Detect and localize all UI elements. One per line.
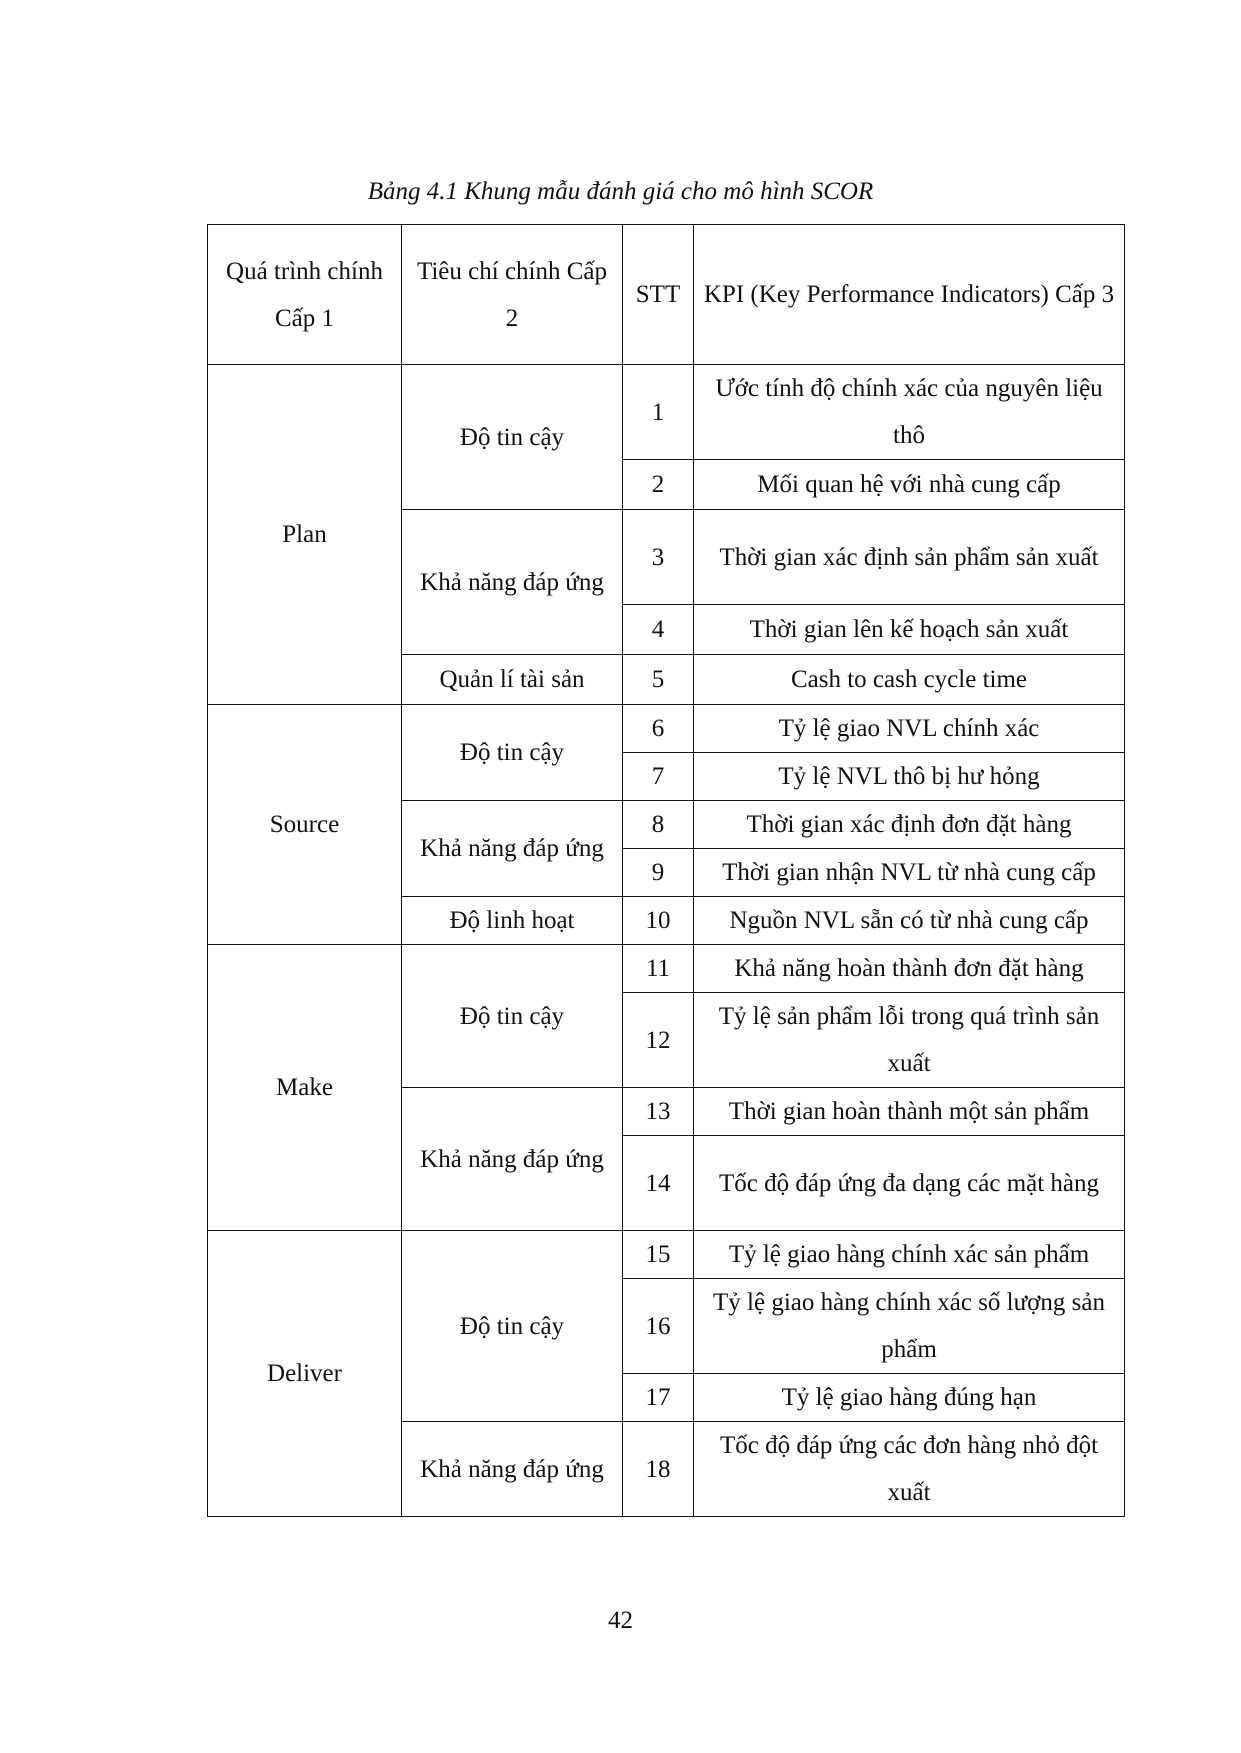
- table-row: [208, 705, 1125, 753]
- page-number: 42: [608, 1607, 633, 1634]
- process-cell: Source: [208, 705, 402, 945]
- kpi-cell: Mối quan hệ với nhà cung cấp: [694, 460, 1125, 510]
- process-cell: Make: [208, 945, 402, 1231]
- stt-cell: 12: [623, 993, 694, 1088]
- kpi-cell: Tỷ lệ giao NVL chính xác: [694, 705, 1125, 753]
- kpi-cell: Cash to cash cycle time: [694, 655, 1125, 705]
- stt-cell: 8: [623, 801, 694, 849]
- stt-cell: 6: [623, 705, 694, 753]
- stt-cell: 7: [623, 753, 694, 801]
- stt-cell: 14: [623, 1136, 694, 1231]
- stt-cell: 4: [623, 605, 694, 655]
- stt-cell: 1: [623, 365, 694, 460]
- stt-cell: 5: [623, 655, 694, 705]
- kpi-cell: Thời gian hoàn thành một sản phẩm: [694, 1088, 1125, 1136]
- stt-cell: 13: [623, 1088, 694, 1136]
- process-cell: Plan: [208, 365, 402, 705]
- stt-cell: 11: [623, 945, 694, 993]
- criteria-cell: Quản lí tài sản: [402, 655, 623, 705]
- kpi-cell: Tỷ lệ NVL thô bị hư hỏng: [694, 753, 1125, 801]
- stt-cell: 16: [623, 1279, 694, 1374]
- stt-cell: 3: [623, 510, 694, 605]
- table-caption: Bảng 4.1 Khung mẫu đánh giá cho mô hình SCOR: [367, 178, 874, 205]
- kpi-cell: Tỷ lệ sản phẩm lỗi trong quá trình sản xuất: [694, 993, 1125, 1088]
- criteria-cell: Khả năng đáp ứng: [402, 510, 623, 655]
- table-header-row: [208, 225, 1125, 365]
- header-process-level-1: Quá trình chính Cấp 1: [208, 225, 402, 365]
- criteria-cell: Độ tin cậy: [402, 365, 623, 510]
- stt-cell: 15: [623, 1231, 694, 1279]
- kpi-cell: Thời gian lên kế hoạch sản xuất: [694, 605, 1125, 655]
- criteria-cell: Độ tin cậy: [402, 945, 623, 1088]
- kpi-cell: Ước tính độ chính xác của nguyên liệu thô: [694, 365, 1125, 460]
- header-criteria-level-2: Tiêu chí chính Cấp 2: [402, 225, 623, 365]
- kpi-cell: Khả năng hoàn thành đơn đặt hàng: [694, 945, 1125, 993]
- stt-cell: 17: [623, 1374, 694, 1422]
- kpi-cell: Thời gian nhận NVL từ nhà cung cấp: [694, 849, 1125, 897]
- criteria-cell: Độ tin cậy: [402, 705, 623, 801]
- kpi-cell: Tỷ lệ giao hàng đúng hạn: [694, 1374, 1125, 1422]
- scor-evaluation-table: [207, 224, 1125, 1517]
- kpi-cell: Tốc độ đáp ứng đa dạng các mặt hàng: [694, 1136, 1125, 1231]
- kpi-cell: Thời gian xác định sản phẩm sản xuất: [694, 510, 1125, 605]
- criteria-cell: Độ tin cậy: [402, 1231, 623, 1422]
- header-stt: STT: [623, 225, 694, 365]
- kpi-cell: Nguồn NVL sẵn có từ nhà cung cấp: [694, 897, 1125, 945]
- table-row: [208, 365, 1125, 460]
- kpi-cell: Thời gian xác định đơn đặt hàng: [694, 801, 1125, 849]
- stt-cell: 2: [623, 460, 694, 510]
- table-row: [208, 945, 1125, 993]
- criteria-cell: Khả năng đáp ứng: [402, 801, 623, 897]
- stt-cell: 10: [623, 897, 694, 945]
- kpi-cell: Tốc độ đáp ứng các đơn hàng nhỏ đột xuất: [694, 1422, 1125, 1517]
- process-cell: Deliver: [208, 1231, 402, 1517]
- kpi-cell: Tỷ lệ giao hàng chính xác sản phẩm: [694, 1231, 1125, 1279]
- criteria-cell: Độ linh hoạt: [402, 897, 623, 945]
- criteria-cell: Khả năng đáp ứng: [402, 1088, 623, 1231]
- stt-cell: 9: [623, 849, 694, 897]
- table-row: [208, 1231, 1125, 1279]
- kpi-cell: Tỷ lệ giao hàng chính xác số lượng sản phẩm: [694, 1279, 1125, 1374]
- stt-cell: 18: [623, 1422, 694, 1517]
- header-kpi-level-3: KPI (Key Performance Indicators) Cấp 3: [694, 225, 1125, 365]
- criteria-cell: Khả năng đáp ứng: [402, 1422, 623, 1517]
